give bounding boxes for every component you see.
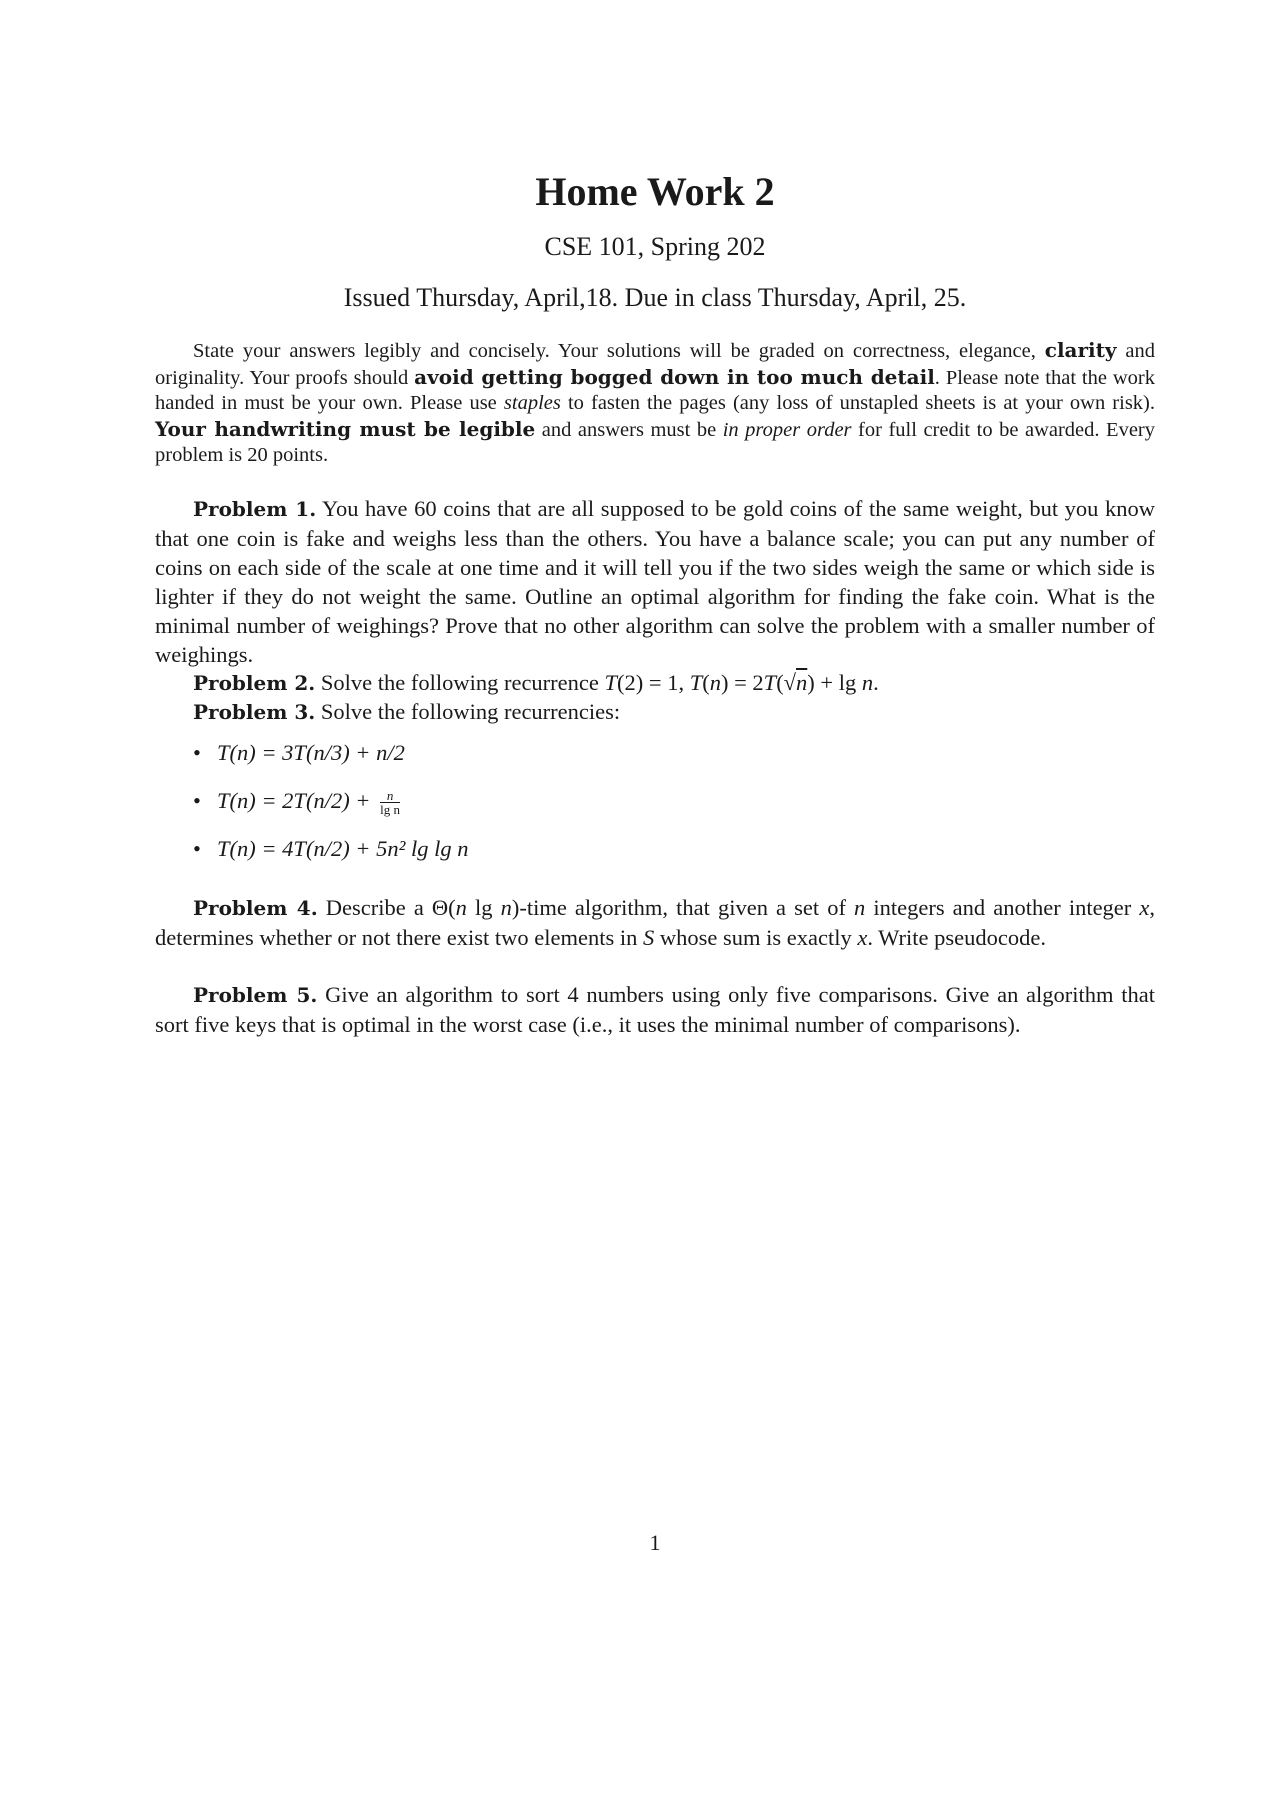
recurrence-3: T(n) = 4T(n/2) + 5n² lg lg n	[217, 836, 469, 861]
math-symbol: n	[861, 670, 874, 695]
problem-3-label: Problem 3.	[193, 700, 316, 724]
problem-4-label: Problem 4.	[193, 896, 318, 920]
problem-3-text: Solve the following recurrencies:	[315, 699, 621, 724]
problem-5	[155, 980, 1155, 1039]
math-symbol: T	[763, 670, 777, 695]
instructions-italic-order: in proper order	[722, 418, 852, 441]
bullet-icon: •	[193, 740, 201, 765]
math-text: (√	[776, 670, 797, 695]
problem-1-text: You have 60 coins that are all supposed to be gold coins of the same weight, but you know that one coin is fake and weighs less than the others. You have a balance scale; you can put any number of coins on each side of the scale at one time and it will tell you if the two sides weigh the same or which side is lighter if they do not weight the same. Outline an optimal algorithm for finding the fake coin. What is the minimal number of weighings? Prove that no other algorithm can solve the problem with a smaller number of weighings.	[155, 496, 1155, 667]
math-symbol: S	[642, 925, 655, 950]
math-symbol: n	[455, 895, 467, 920]
math-symbol: x	[1139, 895, 1150, 920]
math-text: ) = 2	[720, 670, 764, 695]
course-line: CSE 101, Spring 202	[544, 232, 766, 261]
math-symbol: n	[854, 895, 866, 920]
math-text: .	[873, 670, 879, 695]
math-symbol: n	[500, 895, 512, 920]
instructions-text: and originality. Your proofs should	[155, 340, 1155, 389]
instructions-bold-clarity: clarity	[1044, 338, 1117, 362]
problem-4-text: . Write pseudocode.	[867, 925, 1046, 950]
problem-2-label: Problem 2.	[193, 671, 316, 695]
problem-3	[155, 697, 1155, 727]
instructions-text: to fasten the pages (any loss of unstapled sheets is at your own risk).	[560, 392, 1155, 414]
math-text: (2) = 1,	[617, 670, 690, 695]
instructions-bold-handwriting: Your handwriting must be legible	[155, 416, 536, 441]
math-symbol: T	[604, 670, 618, 695]
list-item	[193, 788, 400, 816]
problem-4	[155, 893, 1155, 952]
problem-4-text: whose sum is exactly	[654, 925, 858, 950]
problem-2-text: Solve the following recurrence	[315, 670, 605, 695]
list-item	[193, 836, 469, 862]
problem-4-text: lg	[466, 895, 501, 920]
recurrence-1: T(n) = 3T(n/3) + n/2	[217, 740, 405, 765]
problem-1	[155, 494, 1155, 669]
instructions-bold-detail: avoid getting bogged down in too much detail	[414, 364, 935, 389]
math-symbol: n	[709, 670, 721, 695]
document-title: Home Work 2	[535, 169, 775, 214]
problem-4-text: integers and another integer	[865, 895, 1140, 920]
instructions-text: State your answers legibly and concisely. Your solutions will be graded on correctness, elegance,	[193, 340, 1045, 362]
list-item	[193, 740, 405, 766]
math-symbol: x	[857, 925, 868, 950]
bullet-icon: •	[193, 788, 201, 813]
recurrence-2: T(n) = 2T(n/2) +	[217, 788, 377, 813]
problem-1-label: Problem 1.	[193, 497, 317, 521]
problem-5-label: Problem 5.	[193, 983, 318, 1007]
problem-4-text: Describe a Θ(	[317, 895, 456, 920]
problem-4-text: , determines whether or not there exist two elements in	[155, 895, 1155, 950]
math-text: ) + lg	[807, 670, 862, 695]
math-symbol: n	[796, 670, 808, 695]
fraction	[380, 789, 400, 816]
fraction-numerator: n	[380, 789, 400, 803]
instructions-text: and answers must be	[535, 418, 723, 441]
math-text: (	[702, 670, 710, 695]
bullet-icon: •	[193, 836, 201, 861]
problem-5-text: Give an algorithm to sort 4 numbers using only five comparisons. Give an algorithm that sort five keys that is optimal in the worst case (i.e., it uses the minimal number of comparisons).	[155, 982, 1155, 1037]
instructions-text: . Please note that the work handed in must be your own. Please use	[155, 366, 1155, 414]
instructions-italic-staples: staples	[503, 392, 561, 414]
fraction-denominator: lg n	[380, 802, 400, 818]
problem-2	[155, 668, 1155, 698]
instructions-paragraph	[155, 338, 1155, 469]
instructions-text: for full credit to be awarded. Every problem is 20 points.	[155, 418, 1155, 466]
math-symbol: T	[689, 670, 703, 695]
problem-4-text: )-time algorithm, that given a set of	[511, 895, 855, 920]
issued-line: Issued Thursday, April,18. Due in class Thursday, April, 25.	[343, 283, 967, 312]
page-number: 1	[649, 1530, 661, 1555]
